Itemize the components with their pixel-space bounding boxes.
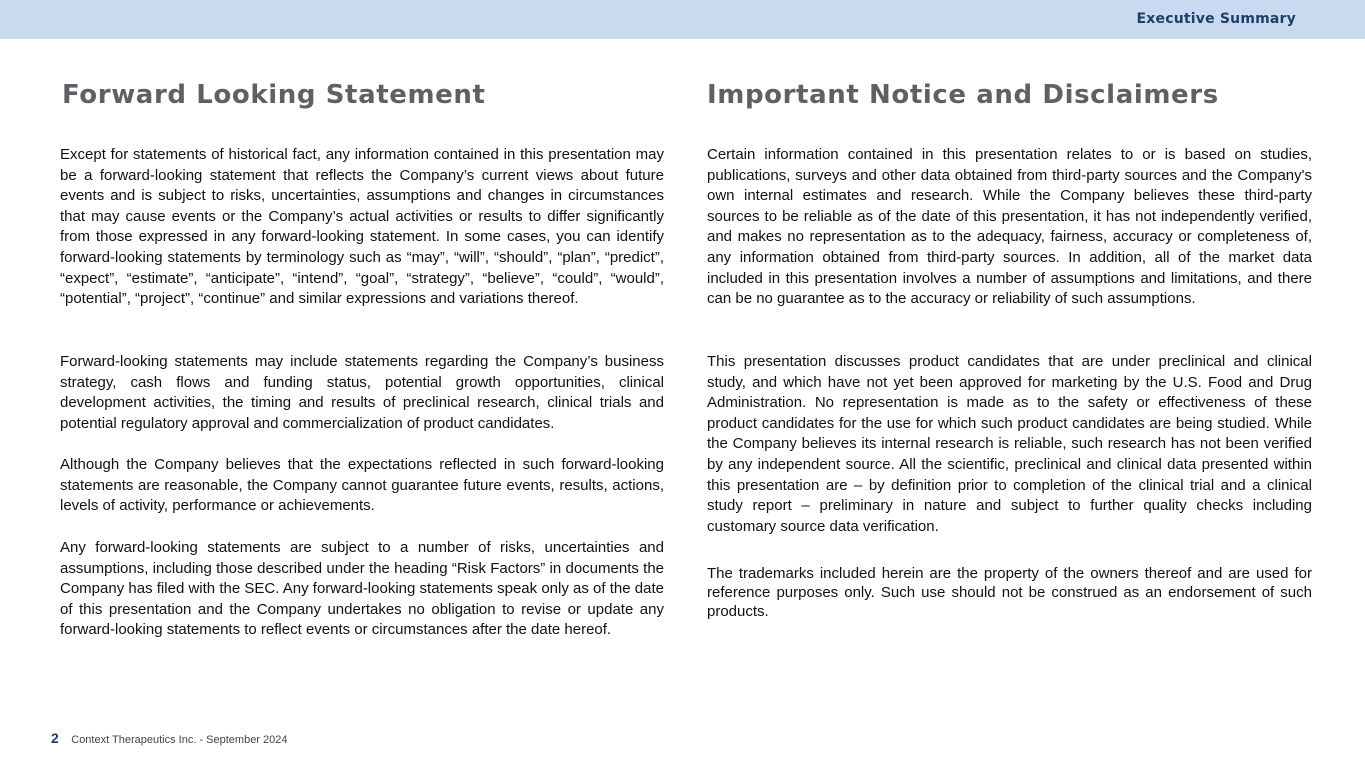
forward-looking-paragraph-3: Although the Company believes that the expectations reflected in such forward-looking statements are reasonable, the Company cannot guarantee future events, results, actions, levels of activity, performance or achievements. <box>60 456 664 515</box>
footer <box>51 730 288 748</box>
forward-looking-paragraph-1: Except for statements of historical fact, any information contained in this presentation may be a forward-looking statement that reflects the Company’s current views about future events and is subject to risks, uncertainties, assumptions and changes in circumstances that may cause events or the Company’s actual activities or results to differ significantly from those expressed in any forward-looking statement. In some cases, you can identify forward-looking statements by terminology such as “may”, “will”, “should”, “plan”, “predict”, “expect”, “estimate”, “anticipate”, “intend”, “goal”, “strategy”, “believe”, “could”, “would”, “potential”, “project”, “continue” and similar expressions and variations thereof. <box>60 146 664 308</box>
top-banner <box>0 0 1365 39</box>
forward-looking-paragraph-2: Forward-looking statements may include statements regarding the Company’s business strategy, cash flows and funding status, potential growth opportunities, clinical development activities, the timing and results of preclinical research, clinical trials and potential regulatory approval and commercialization of product candidates. <box>60 353 664 432</box>
forward-looking-heading: Forward Looking Statement <box>62 80 486 110</box>
disclaimers-paragraph-2: This presentation discusses product candidates that are under preclinical and clinical study, and which have not yet been approved for marketing by the U.S. Food and Drug Administration. No representation is made as to the safety or effectiveness of these product candidates for the use for which such product candidates are being studied. While the Company believes its internal research is reliable, such research has not been verified by any independent source. All the scientific, preclinical and clinical data presented within this presentation are – by definition prior to completion of the clinical trial and a clinical study report – preliminary in nature and subject to further quality checks including customary source data verification. <box>707 353 1312 535</box>
disclaimers-heading: Important Notice and Disclaimers <box>707 80 1219 110</box>
forward-looking-paragraph-4: Any forward-looking statements are subject to a number of risks, uncertainties and assumptions, including those described under the heading “Risk Factors” in documents the Company has filed with the SEC. Any forward-looking statements speak only as of the date of this presentation and the Company undertakes no obligation to revise or update any forward-looking statements to reflect events or circumstances after the date hereof. <box>60 539 664 639</box>
footer-text: Context Therapeutics Inc. - September 2024 <box>71 734 288 746</box>
section-label: Executive Summary <box>1136 11 1296 27</box>
disclaimers-paragraph-3: The trademarks included herein are the property of the owners thereof and are used for reference purposes only. Such use should not be construed as an endorsement of such products. <box>707 565 1312 620</box>
page-number: 2 <box>51 730 59 746</box>
disclaimers-paragraph-1: Certain information contained in this presentation relates to or is based on studies, publications, surveys and other data obtained from third-party sources and the Company's own internal estimates and research. While the Company believes these third-party sources to be reliable as of the date of this presentation, it has not independently verified, and makes no representation as to the adequacy, fairness, accuracy or completeness of, any information obtained from third-party sources. In addition, all of the market data included in this presentation involves a number of assumptions and limitations, and there can be no guarantee as to the accuracy or reliability of such assumptions. <box>707 146 1312 308</box>
